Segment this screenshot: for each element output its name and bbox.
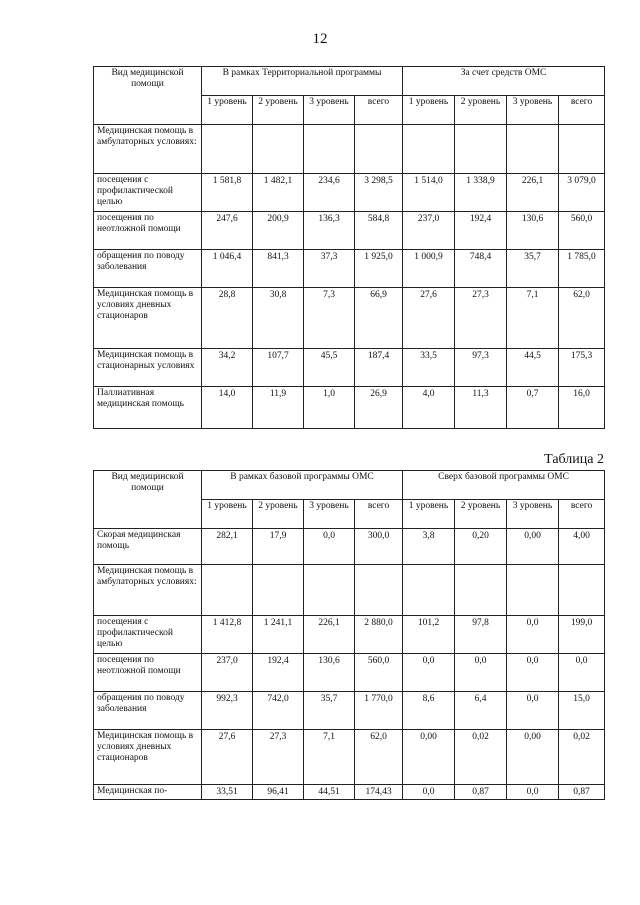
table-cell: 3,8: [403, 529, 455, 565]
row-label: Паллиативная медицинская помощь: [94, 387, 202, 429]
table-cell: 0,0: [507, 692, 559, 730]
table-cell: 107,7: [253, 349, 304, 387]
table-cell: 192,4: [253, 654, 304, 692]
table-cell: 96,41: [253, 785, 304, 800]
table-cell: 1 000,9: [403, 250, 455, 288]
table-cell: 0,7: [507, 387, 559, 429]
row-label: посещения с профилактической целью: [94, 616, 202, 654]
table-row: [94, 616, 605, 654]
table-cell: 26,9: [355, 387, 403, 429]
table-cell: 136,3: [304, 212, 355, 250]
table-cell: 15,0: [559, 692, 605, 730]
table-2: [93, 470, 605, 800]
header-level: 1 уровень: [202, 500, 253, 529]
table-cell: 28,8: [202, 288, 253, 349]
row-label: Медицинская помощь в условиях дневных стационаров: [94, 288, 202, 349]
table-row: [94, 212, 605, 250]
table-cell: 0,0: [507, 616, 559, 654]
table-cell: 27,3: [455, 288, 507, 349]
table-cell: [455, 125, 507, 174]
row-label: Медицинская помощь в условиях дневных стационаров: [94, 730, 202, 785]
table-cell: 17,9: [253, 529, 304, 565]
table-1-body: [94, 125, 605, 429]
table-cell: [507, 565, 559, 616]
row-label: Скорая медицинская помощь: [94, 529, 202, 565]
table-cell: 130,6: [304, 654, 355, 692]
header-group-b: Сверх базовой программы ОМС: [403, 471, 605, 500]
row-label: посещения по неотложной помощи: [94, 212, 202, 250]
table-cell: 1 412,8: [202, 616, 253, 654]
header-group-a: В рамках базовой программы ОМС: [202, 471, 403, 500]
table-cell: 14,0: [202, 387, 253, 429]
row-label: обращения по поводу заболевания: [94, 250, 202, 288]
table-cell: 30,8: [253, 288, 304, 349]
table-cell: 4,0: [403, 387, 455, 429]
table-cell: 7,1: [304, 730, 355, 785]
header-group-b: За счет средств ОМС: [403, 67, 605, 96]
header-kind: Вид медицинской помощи: [94, 67, 202, 125]
table-cell: 742,0: [253, 692, 304, 730]
table-cell: [355, 125, 403, 174]
table-cell: 1 925,0: [355, 250, 403, 288]
table-cell: 44,51: [304, 785, 355, 800]
header-level: 1 уровень: [202, 96, 253, 125]
table-cell: 62,0: [559, 288, 605, 349]
table-cell: 0,0: [403, 785, 455, 800]
table-cell: 8,6: [403, 692, 455, 730]
table-cell: 101,2: [403, 616, 455, 654]
table-cell: 27,6: [403, 288, 455, 349]
table-row: [94, 565, 605, 616]
table-cell: 33,51: [202, 785, 253, 800]
table-row: [94, 387, 605, 429]
header-level: 2 уровень: [455, 500, 507, 529]
table-cell: [304, 125, 355, 174]
table-cell: 1 785,0: [559, 250, 605, 288]
table-2-body: [94, 529, 605, 800]
row-label: Медицинская помощь в амбулаторных условиях:: [94, 565, 202, 616]
table-row: [94, 250, 605, 288]
table-cell: 192,4: [455, 212, 507, 250]
table-cell: [507, 125, 559, 174]
header-group-a: В рамках Территориальной программы: [202, 67, 403, 96]
table-cell: 1 338,9: [455, 174, 507, 212]
table-cell: 0,0: [507, 654, 559, 692]
table-cell: 237,0: [403, 212, 455, 250]
table-cell: [559, 565, 605, 616]
header-kind: Вид медицинской помощи: [94, 471, 202, 529]
table-cell: 1 482,1: [253, 174, 304, 212]
header-level: 3 уровень: [304, 500, 355, 529]
table-cell: 199,0: [559, 616, 605, 654]
header-level: всего: [559, 500, 605, 529]
table-cell: 44,5: [507, 349, 559, 387]
header-level: 2 уровень: [253, 96, 304, 125]
table-row: [94, 730, 605, 785]
table-cell: 200,9: [253, 212, 304, 250]
table-cell: 45,5: [304, 349, 355, 387]
header-level: всего: [355, 500, 403, 529]
table-cell: 282,1: [202, 529, 253, 565]
table-cell: [202, 565, 253, 616]
table-cell: 247,6: [202, 212, 253, 250]
table-cell: 1 046,4: [202, 250, 253, 288]
header-level: 2 уровень: [253, 500, 304, 529]
row-label: посещения по неотложной помощи: [94, 654, 202, 692]
table-cell: 62,0: [355, 730, 403, 785]
table-cell: 226,1: [304, 616, 355, 654]
table-row: [94, 288, 605, 349]
table-cell: 3 298,5: [355, 174, 403, 212]
header-level: всего: [559, 96, 605, 125]
table-cell: 0,87: [455, 785, 507, 800]
table-cell: 1 581,8: [202, 174, 253, 212]
table-cell: 33,5: [403, 349, 455, 387]
table-cell: 0,87: [559, 785, 605, 800]
table-cell: 0,0: [403, 654, 455, 692]
table-cell: 0,0: [304, 529, 355, 565]
header-level: 3 уровень: [507, 96, 559, 125]
header-level: всего: [355, 96, 403, 125]
table-cell: [253, 125, 304, 174]
table-1: [93, 66, 605, 429]
table-cell: 1 770,0: [355, 692, 403, 730]
table-cell: 11,9: [253, 387, 304, 429]
table-cell: 841,3: [253, 250, 304, 288]
table-row: [94, 785, 605, 800]
table-cell: 748,4: [455, 250, 507, 288]
table-cell: 1 514,0: [403, 174, 455, 212]
table-cell: 992,3: [202, 692, 253, 730]
table-cell: [355, 565, 403, 616]
table-cell: 0,02: [455, 730, 507, 785]
table-cell: [202, 125, 253, 174]
table-cell: 3 079,0: [559, 174, 605, 212]
table-cell: 1,0: [304, 387, 355, 429]
table-row: [94, 529, 605, 565]
table-cell: 300,0: [355, 529, 403, 565]
table-cell: 35,7: [304, 692, 355, 730]
table-cell: 37,3: [304, 250, 355, 288]
table-cell: 97,3: [455, 349, 507, 387]
header-level: 3 уровень: [507, 500, 559, 529]
header-level: 1 уровень: [403, 96, 455, 125]
table-cell: [455, 565, 507, 616]
row-label: обращения по поводу заболевания: [94, 692, 202, 730]
table-cell: 34,2: [202, 349, 253, 387]
table-cell: [403, 565, 455, 616]
table-cell: 4,00: [559, 529, 605, 565]
table-cell: [304, 565, 355, 616]
table-cell: 174,43: [355, 785, 403, 800]
table-cell: 35,7: [507, 250, 559, 288]
table-cell: 234,6: [304, 174, 355, 212]
header-level: 3 уровень: [304, 96, 355, 125]
table-cell: 1 241,1: [253, 616, 304, 654]
table-cell: 7,1: [507, 288, 559, 349]
table-cell: 226,1: [507, 174, 559, 212]
table-cell: 0,20: [455, 529, 507, 565]
row-label: Медицинская по-: [94, 785, 202, 800]
table-cell: 0,00: [507, 529, 559, 565]
table-cell: 27,3: [253, 730, 304, 785]
header-level: 1 уровень: [403, 500, 455, 529]
table-cell: 237,0: [202, 654, 253, 692]
table-cell: 0,00: [403, 730, 455, 785]
row-label: Медицинская помощь в стационарных условиях: [94, 349, 202, 387]
row-label: посещения с профилактической целью: [94, 174, 202, 212]
table-cell: 27,6: [202, 730, 253, 785]
table-cell: 2 880,0: [355, 616, 403, 654]
table-cell: 7,3: [304, 288, 355, 349]
table-cell: 584,8: [355, 212, 403, 250]
table-row: [94, 349, 605, 387]
row-label: Медицинская помощь в амбулаторных условиях:: [94, 125, 202, 174]
table-cell: [559, 125, 605, 174]
table-cell: [253, 565, 304, 616]
table-cell: 560,0: [355, 654, 403, 692]
table-row: [94, 174, 605, 212]
header-level: 2 уровень: [455, 96, 507, 125]
table-cell: 187,4: [355, 349, 403, 387]
table-cell: 16,0: [559, 387, 605, 429]
table-cell: 560,0: [559, 212, 605, 250]
table-cell: 0,0: [507, 785, 559, 800]
table-cell: 6,4: [455, 692, 507, 730]
table-cell: 66,9: [355, 288, 403, 349]
table-row: [94, 692, 605, 730]
table-cell: 130,6: [507, 212, 559, 250]
table-row: [94, 125, 605, 174]
table-row: [94, 654, 605, 692]
table-cell: 11,3: [455, 387, 507, 429]
table-cell: 97,8: [455, 616, 507, 654]
table-cell: 0,0: [455, 654, 507, 692]
table-cell: 0,02: [559, 730, 605, 785]
table-cell: 0,00: [507, 730, 559, 785]
table-2-caption: Таблица 2: [544, 452, 604, 467]
table-cell: 0,0: [559, 654, 605, 692]
table-cell: [403, 125, 455, 174]
table-cell: 175,3: [559, 349, 605, 387]
page-number: 12: [312, 31, 328, 47]
